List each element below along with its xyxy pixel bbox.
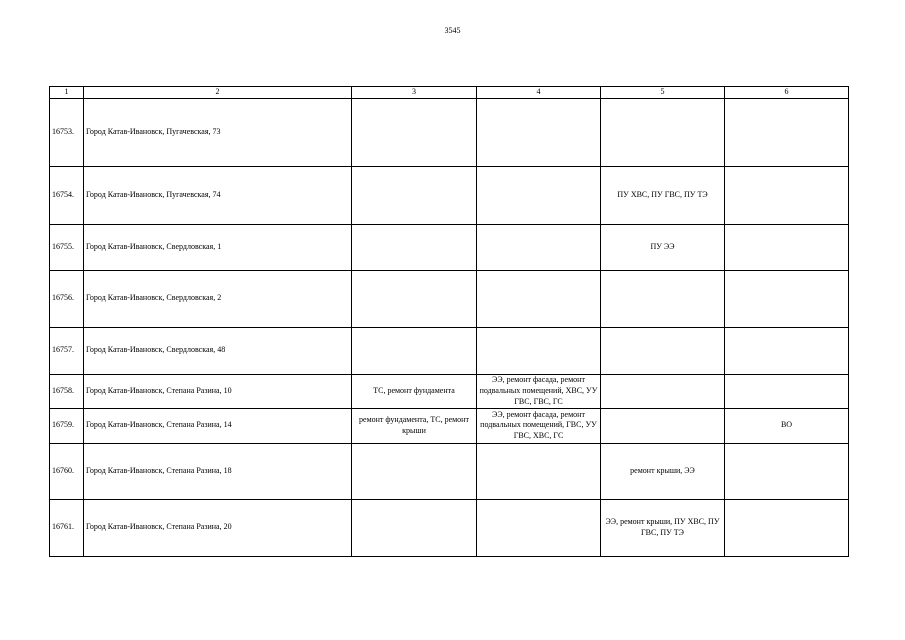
row-address: Город Катав-Ивановск, Степана Разина, 20: [84, 499, 352, 556]
row-col6: [725, 499, 849, 556]
row-col4: [477, 270, 601, 327]
row-col3: [352, 166, 477, 224]
row-address: Город Катав-Ивановск, Свердловская, 2: [84, 270, 352, 327]
row-address: Город Катав-Ивановск, Степана Разина, 10: [84, 374, 352, 408]
row-col4: [477, 224, 601, 270]
row-col5: [601, 270, 725, 327]
row-number: 16755.: [50, 224, 84, 270]
row-col4: [477, 327, 601, 374]
row-number: 16753.: [50, 98, 84, 166]
table-row: [50, 270, 849, 327]
row-col3: [352, 98, 477, 166]
row-col4: ЭЭ, ремонт фасада, ремонт подвальных помещений, ГВС, УУ ГВС, ХВС, ГС: [477, 408, 601, 443]
row-col3: [352, 499, 477, 556]
table-row: [50, 224, 849, 270]
row-address: Город Катав-Ивановск, Степана Разина, 18: [84, 443, 352, 499]
column-header: 3: [352, 87, 477, 99]
row-col6: [725, 443, 849, 499]
page-number: 3545: [444, 26, 461, 35]
row-col3: ремонт фундамента, ТС, ремонт крыши: [352, 408, 477, 443]
column-header: 5: [601, 87, 725, 99]
row-col5: ЭЭ, ремонт крыши, ПУ ХВС, ПУ ГВС, ПУ ТЭ: [601, 499, 725, 556]
row-col5: [601, 98, 725, 166]
row-col5: ПУ ЭЭ: [601, 224, 725, 270]
row-col6: [725, 374, 849, 408]
row-col5: [601, 408, 725, 443]
table-row: [50, 98, 849, 166]
data-table: [49, 86, 849, 557]
row-number: 16759.: [50, 408, 84, 443]
row-col3: [352, 224, 477, 270]
column-header: 4: [477, 87, 601, 99]
table-row: [50, 327, 849, 374]
row-col3: [352, 270, 477, 327]
row-col5: ремонт крыши, ЭЭ: [601, 443, 725, 499]
row-col6: [725, 166, 849, 224]
row-col5: [601, 374, 725, 408]
row-col5: [601, 327, 725, 374]
row-address: Город Катав-Ивановск, Степана Разина, 14: [84, 408, 352, 443]
row-col4: [477, 98, 601, 166]
table-row: [50, 408, 849, 443]
row-number: 16758.: [50, 374, 84, 408]
row-col4: [477, 166, 601, 224]
row-col6: [725, 270, 849, 327]
row-number: 16761.: [50, 499, 84, 556]
table-header-row: [50, 87, 849, 99]
row-col4: [477, 443, 601, 499]
table-row: [50, 499, 849, 556]
row-col6: [725, 327, 849, 374]
row-col6: ВО: [725, 408, 849, 443]
row-address: Город Катав-Ивановск, Свердловская, 48: [84, 327, 352, 374]
row-col6: [725, 224, 849, 270]
row-col4: [477, 499, 601, 556]
row-col3: [352, 443, 477, 499]
row-address: Город Катав-Ивановск, Свердловская, 1: [84, 224, 352, 270]
table-row: [50, 443, 849, 499]
row-address: Город Катав-Ивановск, Пугачевская, 73: [84, 98, 352, 166]
column-header: 6: [725, 87, 849, 99]
column-header: 1: [50, 87, 84, 99]
row-number: 16754.: [50, 166, 84, 224]
column-header: 2: [84, 87, 352, 99]
row-address: Город Катав-Ивановск, Пугачевская, 74: [84, 166, 352, 224]
row-col3: ТС, ремонт фундамента: [352, 374, 477, 408]
table-row: [50, 374, 849, 408]
row-col6: [725, 98, 849, 166]
row-number: 16760.: [50, 443, 84, 499]
row-number: 16756.: [50, 270, 84, 327]
row-col3: [352, 327, 477, 374]
row-col5: ПУ ХВС, ПУ ГВС, ПУ ТЭ: [601, 166, 725, 224]
table-row: [50, 166, 849, 224]
row-col4: ЭЭ, ремонт фасада, ремонт подвальных помещений, ХВС, УУ ГВС, ГВС, ГС: [477, 374, 601, 408]
row-number: 16757.: [50, 327, 84, 374]
